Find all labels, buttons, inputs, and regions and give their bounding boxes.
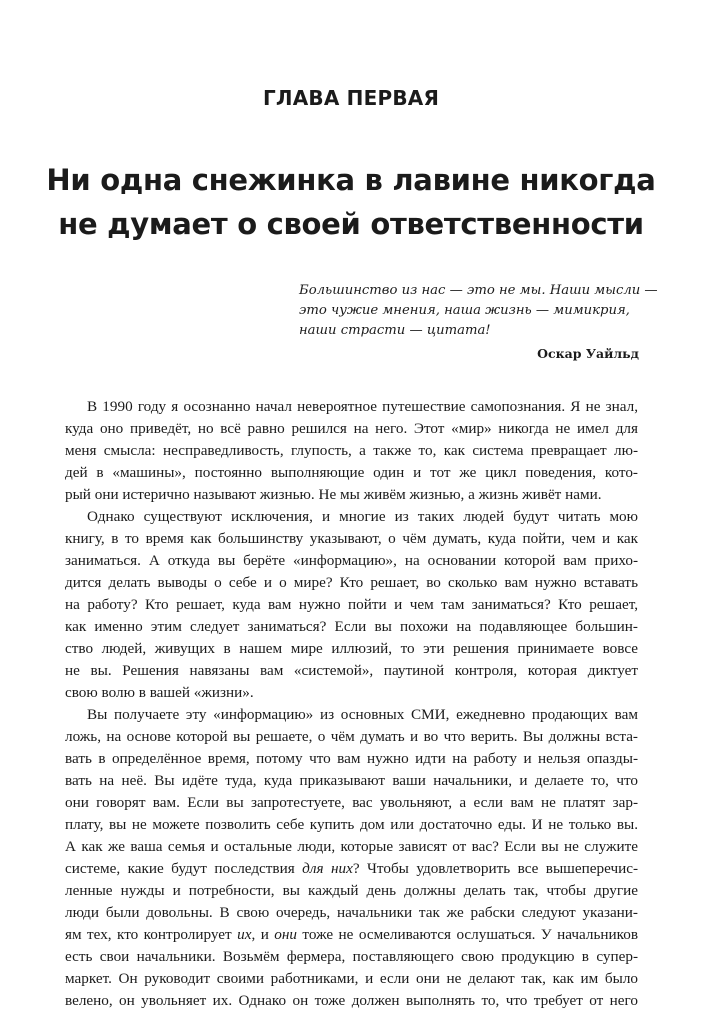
body-line: меня смысла: несправедливость, глупость, а также то, как система превращает лю-: [65, 442, 638, 459]
body-line: В 1990 году я осознанно начал невероятное путешествие самопознания. Я не знал,: [87, 398, 638, 415]
body-line: на работу? Кто решает, куда вам нужно пойти и чем там заниматься? Кто решает,: [65, 596, 638, 613]
body-line: рый они истерично называют жизнью. Не мы живём жизнью, а жизнь живёт нами.: [65, 486, 602, 503]
body-line: вать в определённое время, потому что вам нужно идти на работу и нельзя опазды-: [65, 750, 638, 767]
body-text: [65, 396, 638, 1012]
chapter-title-line: Ни одна снежинка в лавине никогда: [46, 163, 656, 197]
body-line: плату, вы не можете позволить себе купить дом или достаточно еды. И не только вы.: [65, 816, 638, 833]
epigraph-line: это чужие мнения, наша жизнь — мимикрия,: [299, 303, 630, 318]
body-line: дей в «машины», постоянно выполняющие один и тот же цикл поведения, кото-: [65, 464, 638, 481]
epigraph-author: Оскар Уайльд: [537, 346, 639, 361]
epigraph-line: наши страсти — цитата!: [299, 323, 491, 338]
epigraph: [299, 281, 658, 366]
body-line: Однако существуют исключения, и многие из таких людей будут читать мою: [87, 508, 638, 525]
body-line: А как же ваша семья и остальные люди, которые зависят от вас? Если вы не служите: [65, 838, 638, 855]
body-line: ство людей, живущих в нашем мире иллюзий, то эти решения принимаете вовсе: [65, 640, 638, 657]
body-line: дится делать выводы о себе и о мире? Кто решает, во сколько вам нужно вставать: [65, 574, 638, 591]
body-line: вать на неё. Вы идёте туда, куда приказывают ваши начальники, и делаете то, что: [65, 772, 638, 789]
body-line: книгу, в то время как большинству указывают, о чём думать, куда пойти, чем и как: [65, 530, 638, 547]
body-line: маркет. Он руководит своими работниками, и если они не делают так, как им было: [65, 970, 638, 987]
body-line: ям тех, кто контролирует их, и они тоже не осмеливаются ослушаться. У начальников: [65, 926, 638, 943]
chapter-title: [40, 158, 662, 246]
chapter-title-line: не думает о своей ответственности: [58, 207, 644, 241]
body-line: люди были довольны. В свою очередь, начальники так же рабски следуют указани-: [65, 904, 638, 921]
body-line: ленные нужды и потребности, вы каждый день должны делать так, чтобы другие: [65, 882, 638, 899]
chapter-label: ГЛАВА ПЕРВАЯ: [262, 86, 440, 110]
body-line: они говорят вам. Если вы запротестуете, вас увольняют, а если вам не платят зар-: [65, 794, 638, 811]
body-line: велено, он увольняет их. Однако он тоже должен выполнять то, что требует от него: [65, 992, 638, 1009]
body-line: системе, какие будут последствия для них? Чтобы удовлетворить все вышеперечис-: [65, 860, 639, 877]
body-line: заниматься. А откуда вы берёте «информацию», на основании которой вам прихо-: [65, 552, 638, 569]
body-line: Вы получаете эту «информацию» из основных СМИ, ежедневно продающих вам: [87, 706, 638, 723]
body-line: есть свои начальники. Возьмём фермера, поставляющего свою продукцию в супер-: [65, 948, 638, 965]
body-line: свою волю в вашей «жизни».: [65, 684, 254, 701]
body-line: не вы. Решения навязаны вам «системой», паутиной контроля, которая диктует: [65, 662, 638, 679]
body-line: ложь, на основе которой вы решаете, о чём думать и во что верить. Вы должны вста-: [65, 728, 638, 745]
body-line: как именно этим следует заниматься? Если вы похожи на подавляющее большин-: [65, 618, 638, 635]
body-line: куда оно приведёт, но всё равно решился на него. Этот «мир» никогда не имел для: [65, 420, 638, 437]
epigraph-line: Большинство из нас — это не мы. Наши мысли —: [299, 283, 658, 298]
